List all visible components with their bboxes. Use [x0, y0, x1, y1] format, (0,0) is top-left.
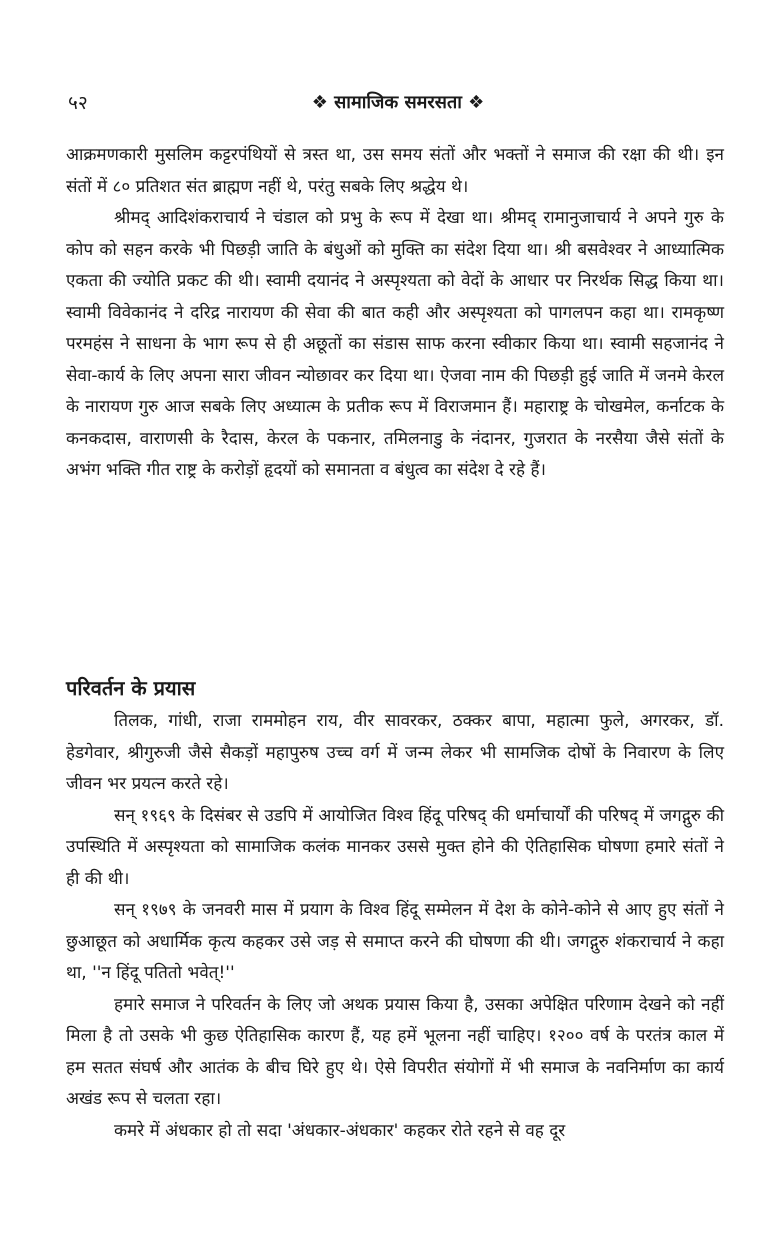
section-heading: परिवर्तन के प्रयास — [66, 676, 196, 700]
body-text-top — [66, 140, 724, 487]
paragraph: कमरे में अंधकार हो तो सदा 'अंधकार-अंधकार' कहकर रोते रहने से वह दूर — [114, 1120, 566, 1141]
page-header — [68, 88, 728, 118]
running-title: ❖ सामाजिक समरसता ❖ — [311, 92, 485, 113]
page-number: ५२ — [68, 92, 88, 114]
paragraph: हमारे समाज ने परिवर्तन के लिए जो अथक प्रयास किया है, उसका अपेक्षित परिणाम देखने को नहीं मिला है तो उसके भी कुछ ऐतिहासिक कारण हैं, यह हमें भूलना नहीं चाहिए। १२०० वर्ष के परतंत्र काल में हम सतत संघर्ष और आतंक के बीच घिरे हुए थे। ऐसे विपरीत संयोगों में भी समाज के नवनिर्माण का कार्य अखंड रूप से चलता रहा। — [66, 994, 724, 1109]
paragraph: आक्रमणकारी मुसलिम कट्टरपंथियों से त्रस्त था, उस समय संतों और भक्तों ने समाज की रक्षा की थी। इन संतों में ८० प्रतिशत संत ब्राह्मण नहीं थे, परंतु सबके लिए श्रद्धेय थे। — [66, 145, 724, 197]
paragraph: तिलक, गांधी, राजा राममोहन राय, वीर सावरकर, ठक्कर बापा, महात्मा फुले, अगरकर, डॉ. हेडगेवार, श्रीगुरुजी जैसे सैकड़ों महापुरुष उच्च वर्ग में जन्म लेकर भी सामजिक दोषों के निवारण के लिए जीवन भर प्रयत्न करते रहे। — [66, 711, 724, 794]
paragraph: सन् १९६९ के दिसंबर से उडपि में आयोजित विश्व हिंदू परिषद् की धर्माचार्यों की परिषद् में जगद्गुरु की उपस्थिति में अस्पृश्यता को सामाजिक कलंक मानकर उससे मुक्त होने की ऐतिहासिक घोषणा हमारे संतों ने ही की थी। — [66, 805, 724, 889]
paragraph: श्रीमद् आदिशंकराचार्य ने चंडाल को प्रभु के रूप में देखा था। श्रीमद् रामानुजाचार्य ने अपने गुरु के कोप को सहन करके भी पिछड़ी जाति के बंधुओं को मुक्ति का संदेश दिया था। श्री बसवेश्वर ने आध्यात्मिक एकता की ज्योति प्रकट की थी। स्वामी दयानंद ने अस्पृश्यता को वेदों के आधार पर निरर्थक सिद्ध किया था। स्वामी विवेकानंद ने दरिद्र नारायण की सेवा की बात कही और अस्पृश्यता को पागलपन कहा था। रामकृष्ण परमहंस ने साधना के भाग रूप से ही अछूतों का संडास साफ करना स्वीकार किया था। स्वामी सहजानंद ने सेवा-कार्य के लिए अपना सारा जीवन न्योछावर कर दिया था। ऐजवा नाम की पिछड़ी हुई जाति में जनमे केरल के नारायण गुरु आज सबके लिए अध्यात्म के प्रतीक रूप में विराजमान हैं। महाराष्ट्र के चोखमेल, कर्नाटक के कनकदास, वाराणसी के रैदास, केरल के पकनार, तमिलनाडु के नंदानर, गुजरात के नरसैया जैसे संतों के अभंग भक्ति गीत राष्ट्र के करोड़ों हृदयों को समानता व बंधुत्व का संदेश दे रहे हैं। — [66, 208, 725, 480]
paragraph: सन् १९७९ के जनवरी मास में प्रयाग के विश्व हिंदू सम्मेलन में देश के कोने-कोने से आए हुए संतों ने छुआछूत को अधार्मिक कृत्य कहकर उसे जड़ से समाप्त करने की घोषणा की थी। जगद्गुरु शंकराचार्य ने कहा था, ''न हिंदू पतितो भवेत्!'' — [66, 900, 724, 983]
body-text-section — [66, 706, 724, 1147]
